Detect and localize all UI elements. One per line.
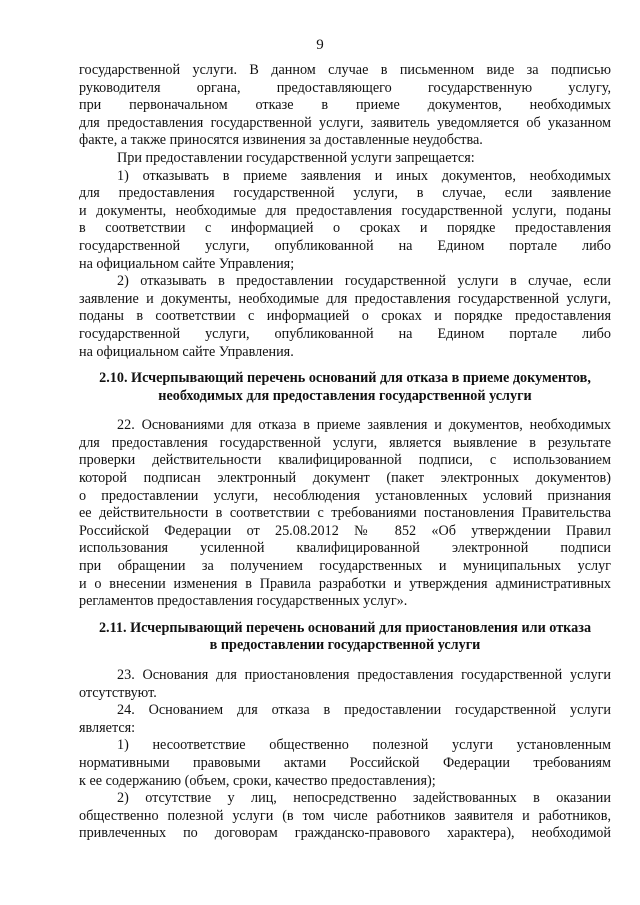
paragraph-24-item-2 — [79, 790, 611, 843]
paragraph-prohibited — [79, 150, 611, 168]
text-line: отсутствуют. — [79, 684, 157, 701]
text-line: регламентов предоставления государственных услуг». — [79, 593, 408, 610]
section-heading-2-10 — [79, 370, 611, 405]
text-line: для предоставления государственной услуги, заявитель уведомляется об указанном — [79, 114, 611, 131]
paragraph-24 — [79, 702, 611, 737]
paragraph-23 — [79, 667, 611, 702]
text-line: руководителя органа, предоставляющего государственную услугу, — [79, 79, 611, 96]
text-line: является: — [79, 719, 136, 736]
text-line: нормативными правовыми актами Российской Федерации требованиям — [79, 754, 611, 771]
paragraph-22 — [79, 417, 611, 611]
text-line: 2) отказывать в предоставлении государственной услуги в случае, если — [117, 273, 611, 290]
paragraph-item-1 — [79, 168, 611, 274]
text-line: и о внесении изменения в Правила разработки и утверждения административных — [79, 575, 611, 592]
text-line: проверки действительности квалифицированной подписи, с использованием — [79, 452, 611, 469]
page-number: 9 — [316, 37, 324, 53]
text-line: государственной услуги. В данном случае в письменном виде за подписью — [79, 62, 611, 78]
section-heading-2-11 — [79, 620, 611, 655]
paragraph-24-item-1 — [79, 737, 611, 790]
heading-line: в предоставлении государственной услуги — [209, 637, 481, 654]
text-line: на официальном сайте Управления. — [79, 343, 294, 360]
text-line: Российской Федерации от 25.08.2012 № 852 «Об утверждении Правил — [79, 522, 611, 539]
text-line: которой подписан электронный документ (пакет электронных документов) — [79, 470, 611, 487]
text-line: При предоставлении государственной услуги запрещается: — [117, 149, 475, 166]
text-line: использования усиленной квалифицированной электронной подписи — [79, 540, 611, 557]
text-line: к ее содержанию (объем, сроки, качество предоставления); — [79, 772, 436, 789]
heading-line: 2.10. Исчерпывающий перечень оснований для отказа в приеме документов, — [99, 370, 591, 387]
text-line: факте, а также приносятся извинения за доставленные неудобства. — [79, 132, 483, 149]
text-line: привлеченных по договорам гражданско-правового характера), необходимой — [79, 825, 611, 842]
text-line: для предоставления государственной услуги, в случае, если заявление — [79, 185, 611, 202]
text-line: на официальном сайте Управления; — [79, 255, 295, 272]
text-line: 22. Основаниями для отказа в приеме заявления и документов, необходимых — [117, 417, 611, 434]
text-line: государственной услуги, опубликованной на Едином портале либо — [79, 325, 611, 342]
text-line: 23. Основания для приостановления предоставления государственной услуги — [117, 667, 611, 683]
text-line: при обращении за получением государственных и муниципальных услуг — [79, 558, 611, 575]
paragraph-apology — [79, 62, 611, 150]
text-line: заявление и документы, необходимые для предоставления государственной услуги, — [79, 290, 611, 307]
text-line: 2) отсутствие у лиц, непосредственно задействованных в оказании — [117, 790, 611, 807]
heading-line: необходимых для предоставления государственной услуги — [158, 387, 532, 404]
text-line: 24. Основанием для отказа в предоставлении государственной услуги — [117, 702, 611, 719]
text-line: поданы в соответствии с информацией о сроках и порядке предоставления — [79, 308, 611, 325]
text-line: государственной услуги, опубликованной на Едином портале либо — [79, 237, 611, 254]
document-body — [79, 62, 611, 843]
text-line: ее действительности в соответствии с требованиями постановления Правительства — [79, 505, 611, 522]
paragraph-item-2 — [79, 273, 611, 361]
text-line: в соответствии с информацией о сроках и порядке предоставления — [79, 220, 611, 237]
text-line: для предоставления государственной услуги, является выявление в результате — [79, 434, 611, 451]
text-line: о предоставлении услуги, несоблюдения установленных условий признания — [79, 487, 611, 504]
text-line: общественно полезной услуги (в том числе работников заявителя и работников, — [79, 807, 611, 824]
text-line: и документы, необходимые для предоставления государственной услуги, поданы — [79, 202, 611, 219]
text-line: 1) несоответствие общественно полезной услуги установленным — [117, 737, 611, 754]
heading-line: 2.11. Исчерпывающий перечень оснований для приостановления или отказа — [98, 619, 592, 636]
text-line: при первоначальном отказе в приеме документов, необходимых — [79, 97, 611, 114]
text-line: 1) отказывать в приеме заявления и иных документов, необходимых — [117, 167, 611, 184]
